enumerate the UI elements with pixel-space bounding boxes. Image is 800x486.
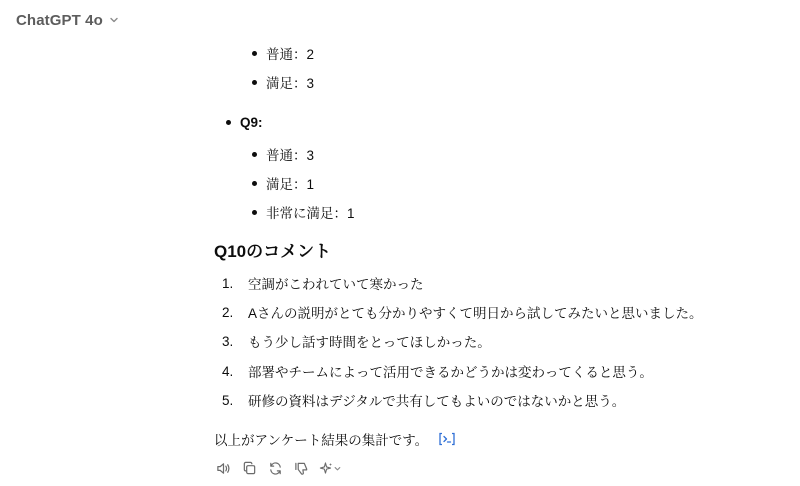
list-item: 非常に満足：1 (266, 202, 355, 222)
comment-item: 4. 部署やチームによって活用できるかどうかは変わってくると思う。 (222, 363, 653, 380)
bullet (252, 210, 257, 215)
bullet (252, 152, 257, 157)
code-citation-icon[interactable] (438, 432, 456, 446)
speaker-icon[interactable] (214, 459, 232, 477)
list-item: 満足：3 (266, 72, 314, 92)
comment-item: 5. 研修の資料はデジタルで共有してもよいのではないかと思う。 (222, 392, 626, 409)
bullet (252, 80, 257, 85)
thumbs-down-icon[interactable] (292, 459, 310, 477)
list-item: 普通：3 (266, 144, 314, 164)
message-actions (214, 459, 344, 477)
section-heading: Q10のコメント (214, 242, 332, 261)
list-item: 満足：1 (266, 173, 314, 193)
bullet (252, 51, 257, 56)
bullet (252, 181, 257, 186)
chevron-down-icon (109, 15, 119, 25)
comment-item: 1. 空調がこわれていて寒かった (222, 275, 424, 292)
comment-item: 3. もう少し話す時間をとってほしかった。 (222, 333, 491, 350)
sparkle-icon (320, 462, 332, 472)
bullet (226, 120, 231, 125)
model-name: ChatGPT 4o (16, 11, 103, 29)
list-item: 普通：2 (266, 43, 314, 63)
question-item-q9: Q9: (240, 112, 263, 132)
model-switch-button[interactable] (318, 459, 344, 477)
refresh-icon[interactable] (266, 459, 284, 477)
model-selector[interactable] (16, 9, 119, 31)
summary-line: 以上がアンケート結果の集計です。 (214, 429, 456, 449)
comment-item: 2. Aさんの説明がとても分かりやすくて明日から試してみたいと思いました。 (222, 304, 703, 321)
copy-icon[interactable] (240, 459, 258, 477)
